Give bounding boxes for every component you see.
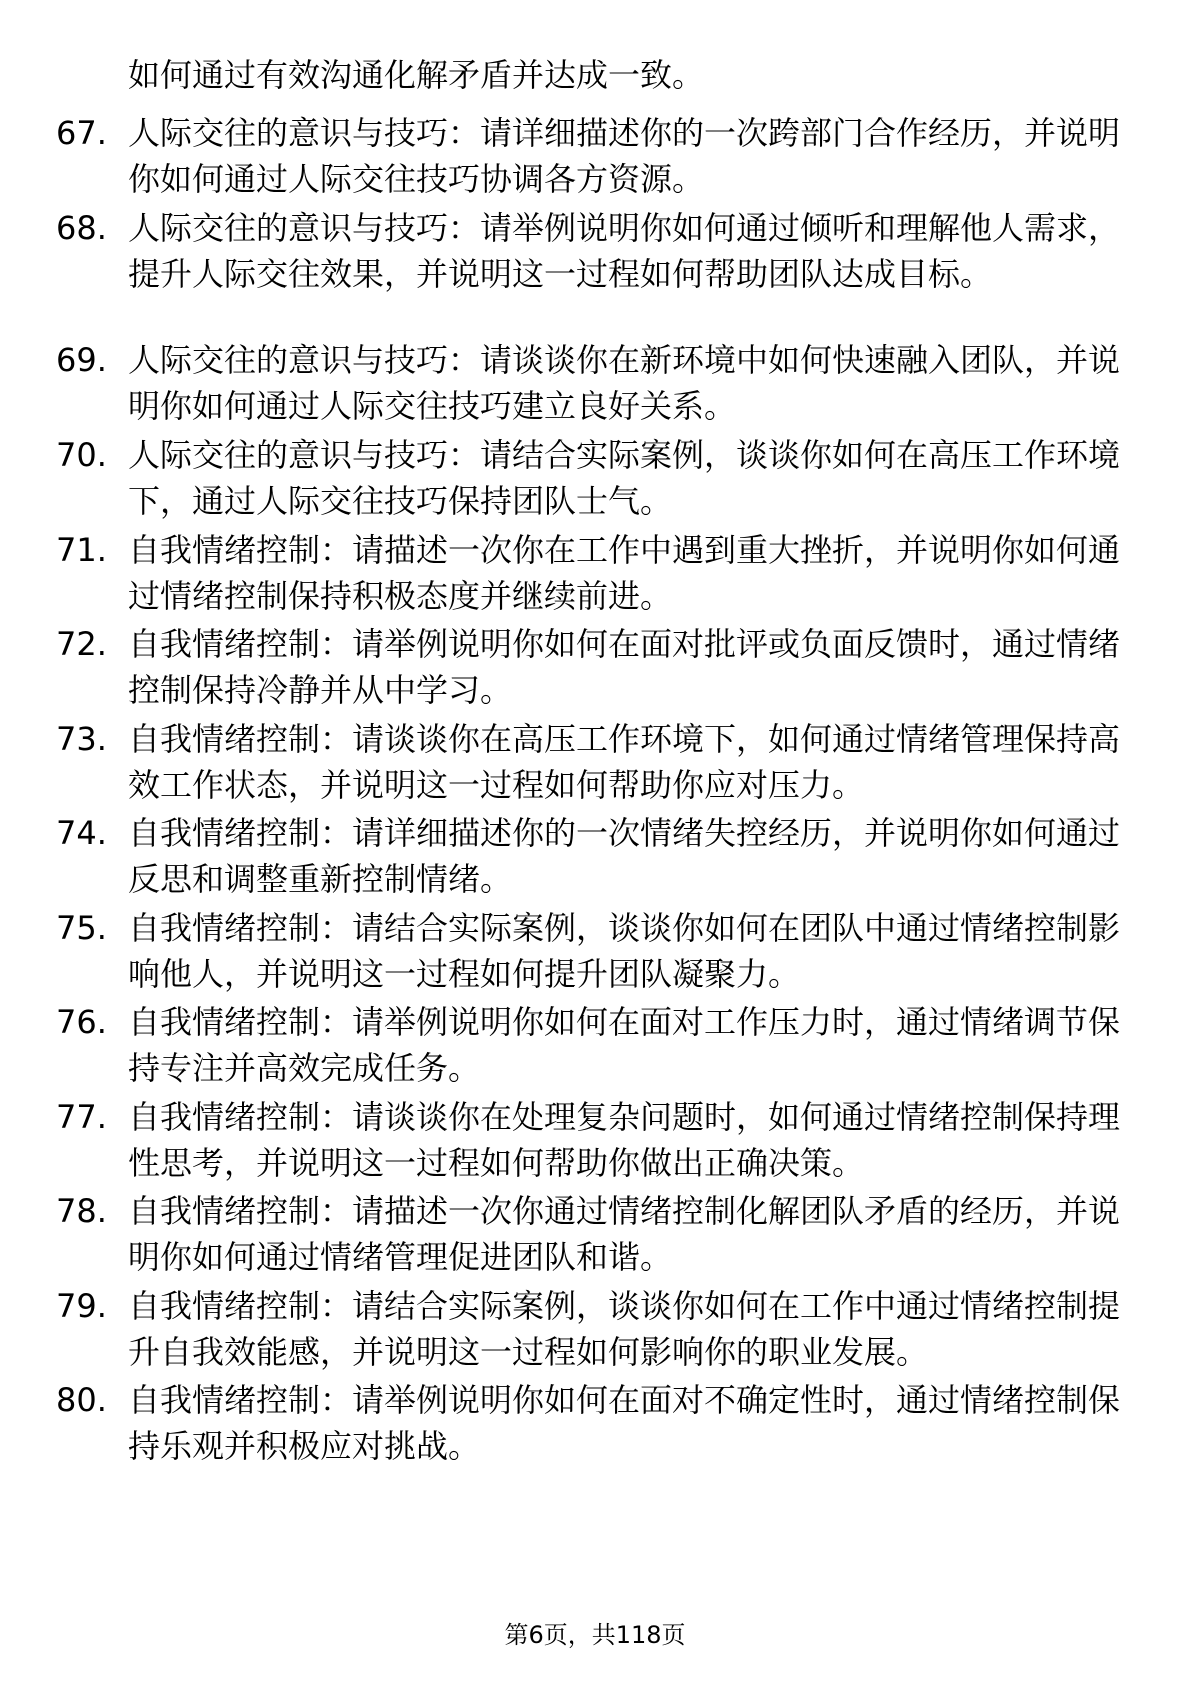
question-number: 73.	[56, 720, 107, 758]
question-number: 78.	[56, 1192, 107, 1230]
continuation-text: 如何通过有效沟通化解矛盾并达成一致。	[128, 56, 705, 94]
question-number: 74.	[56, 814, 107, 852]
question-number: 79.	[56, 1287, 107, 1325]
question-text: 自我情绪控制：请举例说明你如何在面对不确定性时，通过情绪控制保持乐观并积极应对挑战。	[128, 1381, 1121, 1465]
question-number: 72.	[56, 625, 107, 663]
question-number: 68.	[56, 209, 107, 247]
question-text: 自我情绪控制：请结合实际案例，谈谈你如何在团队中通过情绪控制影响他人，并说明这一过程如何提升团队凝聚力。	[128, 909, 1121, 993]
question-text: 自我情绪控制：请谈谈你在高压工作环境下，如何通过情绪管理保持高效工作状态，并说明这一过程如何帮助你应对压力。	[128, 720, 1121, 804]
question-text: 人际交往的意识与技巧：请详细描述你的一次跨部门合作经历，并说明你如何通过人际交往技巧协调各方资源。	[128, 114, 1121, 198]
question-number: 76.	[56, 1003, 107, 1041]
question-number: 77.	[56, 1098, 107, 1136]
question-text: 自我情绪控制：请详细描述你的一次情绪失控经历，并说明你如何通过反思和调整重新控制情绪。	[128, 814, 1121, 898]
question-text: 人际交往的意识与技巧：请谈谈你在新环境中如何快速融入团队，并说明你如何通过人际交往技巧建立良好关系。	[128, 341, 1121, 425]
question-text: 人际交往的意识与技巧：请结合实际案例，谈谈你如何在高压工作环境下，通过人际交往技巧保持团队士气。	[128, 436, 1121, 520]
question-number: 80.	[56, 1381, 107, 1419]
question-number: 67.	[56, 114, 107, 152]
question-text: 自我情绪控制：请结合实际案例，谈谈你如何在工作中通过情绪控制提升自我效能感，并说明这一过程如何影响你的职业发展。	[128, 1287, 1121, 1371]
question-text: 自我情绪控制：请描述一次你在工作中遇到重大挫折，并说明你如何通过情绪控制保持积极态度并继续前进。	[128, 531, 1121, 615]
question-number: 69.	[56, 341, 107, 379]
question-text: 人际交往的意识与技巧：请举例说明你如何通过倾听和理解他人需求，提升人际交往效果，并说明这一过程如何帮助团队达成目标。	[128, 209, 1121, 293]
question-number: 70.	[56, 436, 107, 474]
question-number: 75.	[56, 909, 107, 947]
question-text: 自我情绪控制：请描述一次你通过情绪控制化解团队矛盾的经历，并说明你如何通过情绪管理促进团队和谐。	[128, 1192, 1121, 1276]
question-text: 自我情绪控制：请举例说明你如何在面对批评或负面反馈时，通过情绪控制保持冷静并从中学习。	[128, 625, 1121, 709]
question-text: 自我情绪控制：请举例说明你如何在面对工作压力时，通过情绪调节保持专注并高效完成任务。	[128, 1003, 1121, 1087]
question-text: 自我情绪控制：请谈谈你在处理复杂问题时，如何通过情绪控制保持理性思考，并说明这一过程如何帮助你做出正确决策。	[128, 1098, 1121, 1182]
question-number: 71.	[56, 531, 107, 569]
page-footer: 第6页，共118页	[504, 1621, 686, 1649]
